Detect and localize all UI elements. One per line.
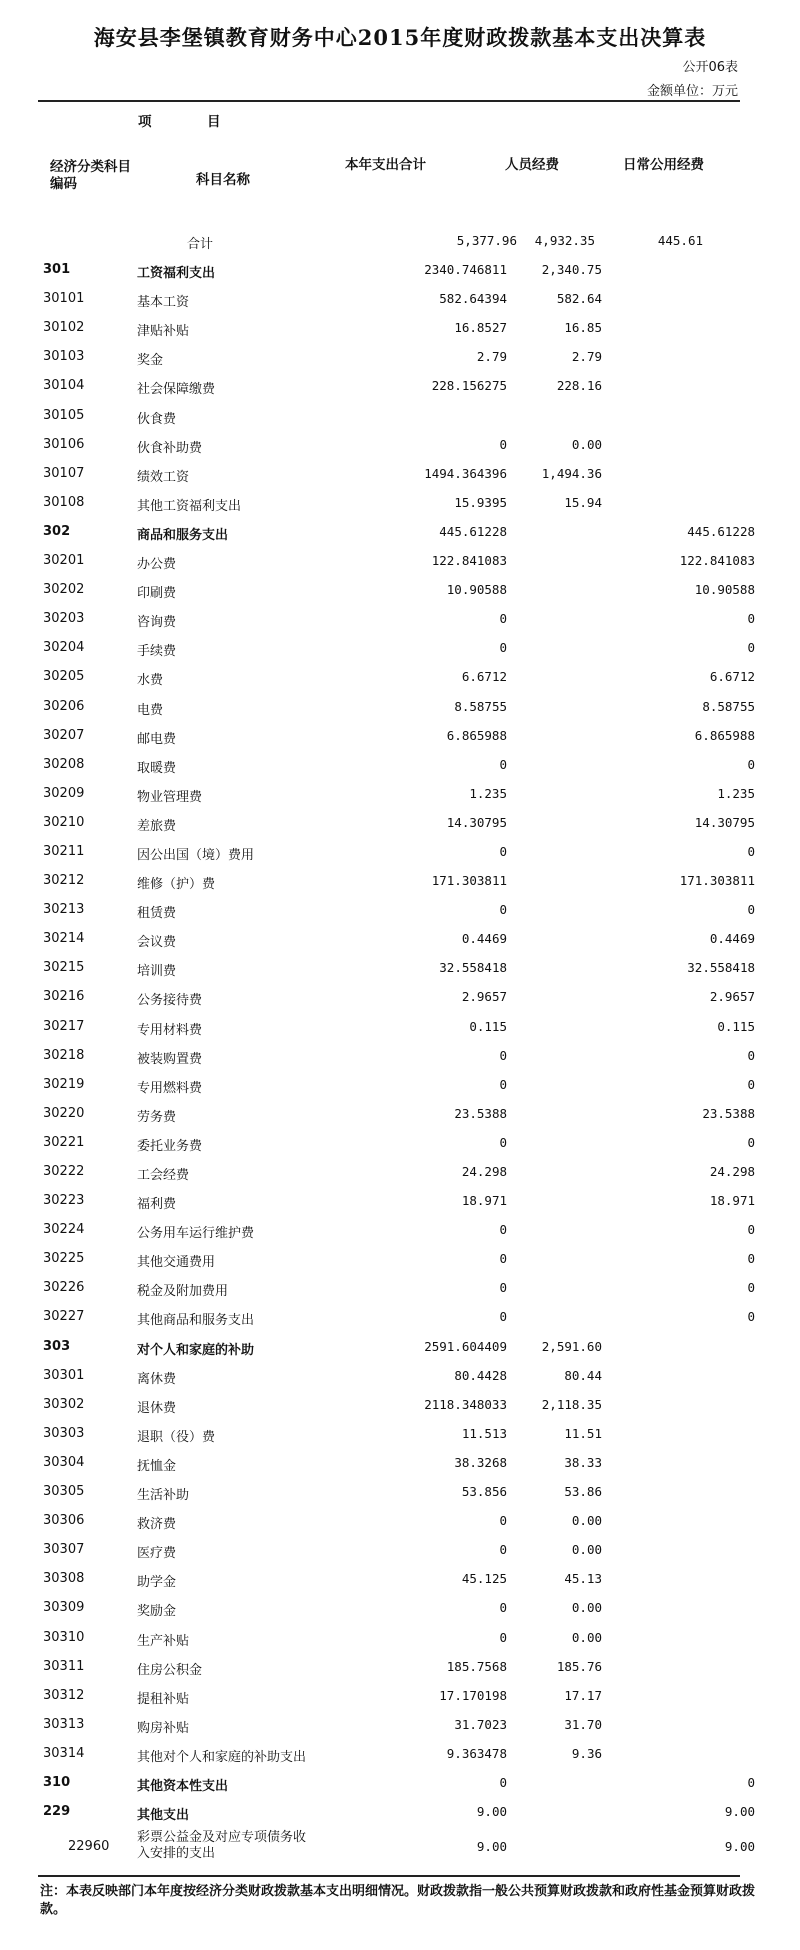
row-total: 17.170198 <box>439 1687 507 1703</box>
table-row <box>0 634 800 663</box>
column-header-project-2: 目 <box>207 114 221 130</box>
table-row <box>0 1798 800 1827</box>
row-daily: 0 <box>747 1076 755 1092</box>
row-code: 30211 <box>43 843 85 859</box>
row-code: 302 <box>43 523 71 539</box>
row-code: 30210 <box>43 814 85 830</box>
row-daily: 24.298 <box>709 1164 755 1179</box>
table-row <box>0 1682 800 1711</box>
row-name: 助学金 <box>137 1575 177 1591</box>
row-total: 122.841083 <box>431 553 507 569</box>
row-total: 16.8527 <box>454 320 507 336</box>
row-code: 30222 <box>43 1164 85 1179</box>
row-code: 301 <box>43 262 71 278</box>
row-name: 劳务费 <box>137 1109 177 1125</box>
row-total: 11.513 <box>461 1425 507 1441</box>
row-total: 8.58755 <box>454 698 507 714</box>
row-code: 30309 <box>43 1600 85 1616</box>
row-name: 生活补助 <box>137 1488 190 1504</box>
row-total: 31.7023 <box>454 1716 507 1732</box>
form-number: 公开06表 <box>682 60 738 75</box>
row-total: 23.5388 <box>454 1105 507 1121</box>
row-code: 30221 <box>43 1134 85 1150</box>
row-code: 30101 <box>43 291 85 307</box>
row-daily: 445.61 <box>657 233 703 248</box>
row-person: 53.86 <box>564 1484 602 1500</box>
row-name: 工会经费 <box>137 1168 190 1183</box>
table-row <box>0 722 800 751</box>
row-code: 30314 <box>43 1745 85 1761</box>
row-name: 专用材料费 <box>137 1022 203 1038</box>
row-code: 30202 <box>43 582 85 598</box>
row-daily: 9.00 <box>724 1804 755 1820</box>
row-code: 30215 <box>43 960 85 976</box>
row-name: 抚恤金 <box>137 1458 177 1474</box>
row-code: 30219 <box>43 1076 85 1092</box>
row-name: 提租补贴 <box>137 1691 190 1707</box>
row-daily: 14.30795 <box>694 814 755 830</box>
table-row <box>0 285 800 314</box>
row-total: 53.856 <box>461 1484 507 1500</box>
footer-rule <box>38 1875 740 1877</box>
row-name: 基本工资 <box>137 295 190 311</box>
table-row <box>0 1449 800 1478</box>
table-row <box>0 1303 800 1332</box>
row-total: 10.90588 <box>446 582 507 598</box>
table-row <box>0 460 800 489</box>
row-total: 6.6712 <box>461 669 507 685</box>
row-person: 0.00 <box>571 1600 602 1616</box>
table-row <box>0 1624 800 1653</box>
row-daily: 2.9657 <box>709 989 755 1005</box>
row-name: 专用燃料费 <box>137 1080 203 1096</box>
row-total: 15.9395 <box>454 494 507 510</box>
row-person: 11.51 <box>564 1425 602 1441</box>
expenditure-table <box>0 227 800 1869</box>
table-row <box>0 1042 800 1071</box>
row-name: 购房补贴 <box>137 1720 190 1736</box>
row-name: 其他交通费用 <box>137 1255 216 1271</box>
row-code: 30212 <box>43 873 85 889</box>
row-daily: 0 <box>747 611 755 627</box>
row-name: 会议费 <box>137 935 177 951</box>
table-row <box>0 256 800 285</box>
row-code: 30204 <box>43 640 85 656</box>
row-code: 310 <box>43 1774 71 1790</box>
row-total: 38.3268 <box>454 1454 507 1470</box>
row-code: 30216 <box>43 989 85 1005</box>
row-code: 30224 <box>43 1222 85 1238</box>
row-total: 0 <box>499 1251 507 1267</box>
row-code: 30103 <box>43 349 85 365</box>
row-daily: 0 <box>747 756 755 772</box>
row-total: 2.9657 <box>461 989 507 1005</box>
row-total: 2118.348033 <box>424 1396 507 1412</box>
row-daily: 32.558418 <box>687 960 755 976</box>
row-daily: 0 <box>747 1309 755 1325</box>
row-name: 物业管理费 <box>137 789 203 805</box>
table-row <box>0 1187 800 1216</box>
row-code: 30303 <box>43 1425 85 1441</box>
row-person: 38.33 <box>564 1454 602 1470</box>
row-code: 30201 <box>43 553 85 569</box>
row-name: 生产补贴 <box>137 1633 190 1649</box>
row-name: 维修（护）费 <box>137 877 216 893</box>
row-code: 30307 <box>43 1542 85 1558</box>
row-name: 其他对个人和家庭的补助支出 <box>137 1749 307 1765</box>
row-name: 救济费 <box>137 1517 177 1533</box>
row-code: 30308 <box>43 1571 85 1587</box>
row-name: 津贴补贴 <box>137 324 190 340</box>
row-total: 0 <box>499 1134 507 1150</box>
table-row <box>0 751 800 780</box>
table-row <box>0 1071 800 1100</box>
row-total: 0 <box>499 1600 507 1616</box>
row-person: 582.64 <box>556 291 602 307</box>
column-header-daily: 日常公用经费 <box>623 157 704 173</box>
row-code: 30205 <box>43 669 85 685</box>
row-name: 委托业务费 <box>137 1138 203 1154</box>
table-row <box>0 1391 800 1420</box>
row-total: 18.971 <box>461 1193 507 1209</box>
table-row <box>0 663 800 692</box>
row-total: 9.00 <box>476 1804 507 1820</box>
row-person: 1,494.36 <box>541 465 602 481</box>
row-person: 45.13 <box>564 1571 602 1587</box>
column-header-total: 本年支出合计 <box>345 157 426 173</box>
row-code: 30226 <box>43 1280 85 1296</box>
row-person: 228.16 <box>556 378 602 394</box>
row-total: 0 <box>499 1222 507 1238</box>
row-code: 30208 <box>43 756 85 772</box>
table-row <box>0 547 800 576</box>
row-daily: 1.235 <box>717 785 755 801</box>
row-code: 30311 <box>43 1658 85 1674</box>
table-row <box>0 983 800 1012</box>
table-row <box>0 372 800 401</box>
row-name: 其他商品和服务支出 <box>137 1313 255 1329</box>
column-header-project: 项 <box>138 114 152 130</box>
row-person: 0.00 <box>571 1513 602 1529</box>
table-row <box>0 925 800 954</box>
row-daily: 0 <box>747 640 755 656</box>
row-daily: 6.865988 <box>694 727 755 743</box>
row-total: 0 <box>499 756 507 772</box>
row-total: 0 <box>499 640 507 656</box>
table-row <box>0 809 800 838</box>
row-name: 离休费 <box>137 1371 177 1387</box>
row-total: 14.30795 <box>446 814 507 830</box>
row-code: 22960 <box>68 1839 110 1855</box>
row-name: 租赁费 <box>137 906 177 922</box>
row-name: 其他支出 <box>137 1808 190 1824</box>
row-person: 2.79 <box>571 349 602 365</box>
table-row <box>0 605 800 634</box>
row-name: 工资福利支出 <box>137 266 216 282</box>
row-total: 0 <box>499 1047 507 1063</box>
row-daily: 0 <box>747 1047 755 1063</box>
table-row <box>0 1100 800 1129</box>
row-name: 绩效工资 <box>137 469 190 485</box>
row-person: 15.94 <box>564 494 602 510</box>
row-person: 80.44 <box>564 1367 602 1383</box>
row-name: 福利费 <box>137 1197 177 1213</box>
page-title: 海安县李堡镇教育财务中心2015年度财政拨款基本支出决算表 <box>93 25 707 50</box>
row-daily: 0.115 <box>717 1018 755 1034</box>
row-daily: 0 <box>747 1222 755 1238</box>
row-total: 0 <box>499 902 507 918</box>
row-name: 办公费 <box>137 557 177 573</box>
row-code: 30105 <box>43 407 85 423</box>
row-code: 30310 <box>43 1629 85 1645</box>
row-daily: 23.5388 <box>702 1105 755 1121</box>
table-row <box>0 693 800 722</box>
row-name: 合计 <box>187 237 214 252</box>
table-row <box>0 1653 800 1682</box>
table-row <box>0 227 800 256</box>
table-row <box>0 1158 800 1187</box>
row-name: 其他工资福利支出 <box>137 498 242 514</box>
row-name: 对个人和家庭的补助 <box>137 1342 255 1358</box>
footer-note: 注：本表反映部门本年度按经济分类财政拨款基本支出明细情况。财政拨款指一般公共预算财政拨款和政府性基金预算财政拨款。 <box>40 1884 756 1917</box>
row-daily: 0 <box>747 1774 755 1790</box>
row-total: 6.865988 <box>446 727 507 743</box>
table-row <box>0 576 800 605</box>
row-total: 0 <box>499 1513 507 1529</box>
row-name: 奖励金 <box>137 1604 177 1620</box>
row-name: 其他资本性支出 <box>137 1778 229 1794</box>
row-name: 公务接待费 <box>137 993 203 1009</box>
table-row <box>0 489 800 518</box>
row-name: 因公出国（境）费用 <box>137 847 255 863</box>
row-daily: 171.303811 <box>679 873 755 889</box>
row-code: 303 <box>43 1338 71 1354</box>
row-name: 电费 <box>137 702 164 718</box>
row-name: 住房公积金 <box>137 1662 203 1678</box>
row-person: 185.76 <box>556 1658 602 1674</box>
table-row <box>0 518 800 547</box>
row-code: 30301 <box>43 1367 85 1383</box>
row-name: 退职（役）费 <box>137 1429 216 1445</box>
row-name: 差旅费 <box>137 818 177 834</box>
row-total: 45.125 <box>461 1571 507 1587</box>
table-row <box>0 1216 800 1245</box>
row-total: 0 <box>499 1280 507 1296</box>
row-total: 0 <box>499 1542 507 1558</box>
row-code: 30214 <box>43 931 85 947</box>
row-code: 30218 <box>43 1047 85 1063</box>
table-row <box>0 1333 800 1362</box>
row-total: 32.558418 <box>439 960 507 976</box>
table-row <box>0 431 800 460</box>
row-person: 31.70 <box>564 1716 602 1732</box>
table-row <box>0 314 800 343</box>
row-daily: 445.61228 <box>687 523 755 539</box>
row-name: 社会保障缴费 <box>137 382 216 398</box>
row-total: 2340.746811 <box>424 262 507 278</box>
column-header-name: 科目名称 <box>196 172 250 188</box>
row-total: 0 <box>499 1774 507 1790</box>
column-header-code: 经济分类科目编码 <box>50 159 131 192</box>
row-total: 0.115 <box>469 1018 507 1034</box>
row-total: 445.61228 <box>439 523 507 539</box>
table-row <box>0 1507 800 1536</box>
row-person: 2,591.60 <box>541 1338 602 1354</box>
row-code: 30312 <box>43 1687 85 1703</box>
row-code: 30220 <box>43 1105 85 1121</box>
row-name: 伙食费 <box>137 411 177 427</box>
table-row <box>0 1740 800 1769</box>
row-total: 0 <box>499 436 507 452</box>
row-daily: 9.00 <box>724 1839 755 1855</box>
row-code: 30306 <box>43 1513 85 1529</box>
row-code: 30209 <box>43 785 85 801</box>
table-row <box>0 1245 800 1274</box>
table-row <box>0 838 800 867</box>
row-code: 30108 <box>43 494 85 510</box>
table-row <box>0 1711 800 1740</box>
row-code: 30302 <box>43 1396 85 1412</box>
row-name: 手续费 <box>137 644 177 660</box>
row-daily: 6.6712 <box>709 669 755 685</box>
row-code: 30206 <box>43 698 85 714</box>
table-row <box>0 1274 800 1303</box>
row-name: 税金及附加费用 <box>137 1284 229 1300</box>
table-row <box>0 867 800 896</box>
row-total: 0 <box>499 843 507 859</box>
table-row <box>0 1769 800 1798</box>
table-row <box>0 1594 800 1623</box>
row-total: 185.7568 <box>446 1658 507 1674</box>
table-row <box>0 780 800 809</box>
row-code: 30107 <box>43 465 85 481</box>
row-person: 0.00 <box>571 1542 602 1558</box>
row-code: 30207 <box>43 727 85 743</box>
row-person: 0.00 <box>571 436 602 452</box>
table-row <box>0 896 800 925</box>
row-person: 16.85 <box>564 320 602 336</box>
row-name: 培训费 <box>137 964 177 980</box>
row-name: 彩票公益金及对应专项债务收入安排的支出 <box>137 1830 307 1862</box>
table-row <box>0 954 800 983</box>
row-total: 0 <box>499 611 507 627</box>
row-name: 取暖费 <box>137 760 177 776</box>
row-code: 30106 <box>43 436 85 452</box>
row-person: 0.00 <box>571 1629 602 1645</box>
row-daily: 8.58755 <box>702 698 755 714</box>
table-row <box>0 1827 800 1869</box>
row-total: 582.64394 <box>439 291 507 307</box>
row-code: 30203 <box>43 611 85 627</box>
row-name: 奖金 <box>137 353 164 369</box>
table-row <box>0 1420 800 1449</box>
row-person: 2,340.75 <box>541 262 602 278</box>
table-row <box>0 1565 800 1594</box>
row-daily: 0 <box>747 1280 755 1296</box>
table-row <box>0 1129 800 1158</box>
row-total: 171.303811 <box>431 873 507 889</box>
row-code: 30313 <box>43 1716 85 1732</box>
row-name: 商品和服务支出 <box>137 527 229 543</box>
row-daily: 0 <box>747 1134 755 1150</box>
row-total: 9.363478 <box>446 1745 507 1761</box>
row-name: 印刷费 <box>137 586 177 602</box>
row-total: 0.4469 <box>461 931 507 947</box>
row-total: 2.79 <box>476 349 507 365</box>
table-row <box>0 1013 800 1042</box>
row-total: 1494.364396 <box>424 465 507 481</box>
table-row <box>0 343 800 372</box>
row-code: 30102 <box>43 320 85 336</box>
row-total: 5,377.96 <box>456 233 517 248</box>
row-name: 公务用车运行维护费 <box>137 1226 255 1242</box>
table-row <box>0 1536 800 1565</box>
row-code: 30227 <box>43 1309 85 1325</box>
row-person: 4,932.35 <box>534 233 595 248</box>
row-total: 24.298 <box>461 1164 507 1179</box>
row-code: 30225 <box>43 1251 85 1267</box>
row-total: 9.00 <box>476 1839 507 1855</box>
row-code: 30223 <box>43 1193 85 1209</box>
row-person: 9.36 <box>571 1745 602 1761</box>
amount-unit: 金额单位：万元 <box>646 84 738 99</box>
row-total: 228.156275 <box>431 378 507 394</box>
row-code: 30213 <box>43 902 85 918</box>
row-code: 229 <box>43 1804 71 1820</box>
row-name: 被装购置费 <box>137 1051 203 1067</box>
row-name: 伙食补助费 <box>137 440 203 456</box>
row-name: 退休费 <box>137 1400 177 1416</box>
table-row <box>0 1478 800 1507</box>
row-name: 医疗费 <box>137 1546 177 1562</box>
row-name: 咨询费 <box>137 615 177 631</box>
row-daily: 0.4469 <box>709 931 755 947</box>
row-total: 0 <box>499 1309 507 1325</box>
row-person: 2,118.35 <box>541 1396 602 1412</box>
row-code: 30304 <box>43 1454 85 1470</box>
row-daily: 10.90588 <box>694 582 755 598</box>
row-total: 80.4428 <box>454 1367 507 1383</box>
table-row <box>0 1362 800 1391</box>
row-name: 邮电费 <box>137 731 177 747</box>
row-daily: 122.841083 <box>679 553 755 569</box>
row-daily: 0 <box>747 1251 755 1267</box>
row-daily: 0 <box>747 902 755 918</box>
column-header-person: 人员经费 <box>505 157 559 173</box>
row-daily: 0 <box>747 843 755 859</box>
header-rule <box>38 100 740 102</box>
row-name: 水费 <box>137 673 164 689</box>
row-total: 0 <box>499 1629 507 1645</box>
row-total: 1.235 <box>469 785 507 801</box>
row-total: 2591.604409 <box>424 1338 507 1354</box>
row-person: 17.17 <box>564 1687 602 1703</box>
row-daily: 18.971 <box>709 1193 755 1209</box>
row-code: 30104 <box>43 378 85 394</box>
row-code: 30305 <box>43 1484 85 1500</box>
table-row <box>0 402 800 431</box>
row-total: 0 <box>499 1076 507 1092</box>
row-code: 30217 <box>43 1018 85 1034</box>
